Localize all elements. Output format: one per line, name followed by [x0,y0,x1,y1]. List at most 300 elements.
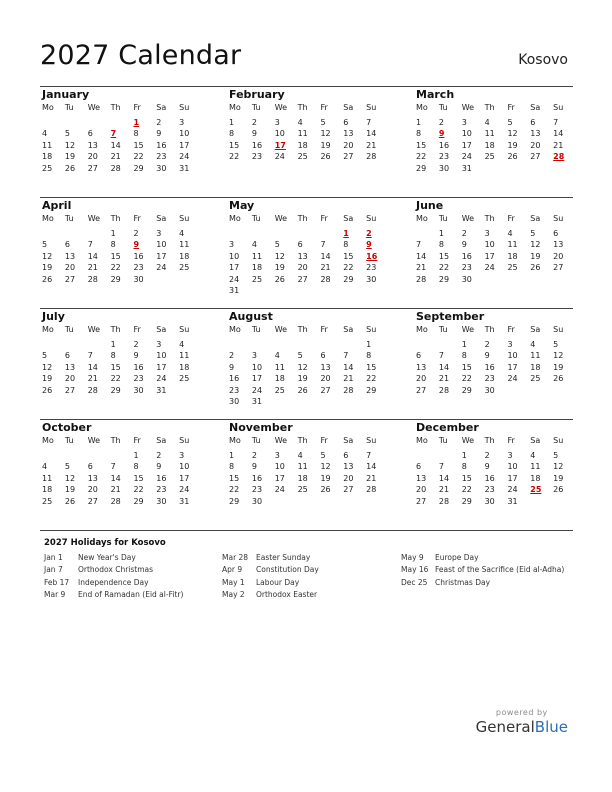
day-cell: 31 [229,286,240,296]
weekday-label: Tu [438,103,448,112]
week-row [414,128,574,139]
day-cell: 19 [297,374,308,384]
holiday-date: Mar 28 [222,553,249,562]
week-row [414,496,574,507]
weekday-label: Mo [229,325,241,334]
holiday-date: May 2 [222,589,245,599]
day-cell: 4 [274,351,280,361]
week-row [414,339,574,350]
day-cell: 14 [343,362,354,372]
week-row [414,373,574,384]
week-row [227,117,387,128]
weekday-label: Su [553,214,564,223]
holiday-item [44,552,183,564]
day-cell: 17 [229,263,240,273]
calendar-row-3 [40,308,573,419]
holiday-name: New Year's Day [78,553,136,562]
day-cell: 9 [156,462,162,472]
day-cell: 8 [461,462,467,472]
day-cell: 27 [297,274,308,284]
holiday-item [222,589,319,601]
day-cell: 19 [320,473,331,483]
month-november [227,420,387,507]
brand-general: General [475,718,535,736]
empty-cell [86,450,109,461]
empty-cell [528,496,551,507]
empty-cell [40,339,63,350]
day-cell: 24 [274,485,285,495]
day-cell: 8 [229,462,235,472]
empty-cell [483,274,506,285]
day-cell: 16 [484,473,495,483]
empty-cell [414,339,437,350]
day-cell: 5 [553,339,559,349]
weekday-label: Fr [133,103,141,112]
day-cell: 16 [251,473,263,483]
day-cell: 20 [343,473,354,483]
day-cell: 6 [530,117,536,127]
weekday-label: Fr [507,103,515,112]
weekday-label: Tu [438,436,448,445]
week-row [40,450,200,461]
holiday-item [222,552,319,564]
day-cell: 5 [297,351,303,361]
day-cell: 12 [64,140,76,150]
empty-cell [40,450,63,461]
empty-cell [177,385,200,396]
day-cell: 5 [530,228,536,238]
day-cell: 10 [507,462,518,472]
day-cell: 28 [438,496,450,506]
day-cell: 8 [229,129,235,139]
weekday-label: Sa [343,103,354,112]
weekday-label: Tu [64,325,74,334]
brand-logo [476,718,568,736]
weekday-label: Mo [42,325,54,334]
day-cell: 29 [461,385,472,395]
day-cell: 29 [229,496,240,506]
day-cell: 7 [343,351,349,361]
weekday-header [414,435,574,446]
day-cell: 20 [343,140,354,150]
day-cell: 22 [229,485,240,495]
day-cell: 7 [87,351,93,361]
day-cell: 16 [251,140,263,150]
day-cell: 17 [461,140,472,150]
day-cell: 14 [416,251,427,261]
day-cell: 4 [297,450,303,460]
day-cell: 25 [42,163,53,173]
empty-cell [528,385,551,396]
weekday-label: Th [297,436,308,445]
day-cell: 3 [156,339,162,349]
day-cell: 1 [366,339,372,349]
weekday-label: Sa [156,214,167,223]
day-cell: 24 [156,263,167,273]
holiday-name: Feast of the Sacrifice (Eid al-Adha) [435,565,565,575]
day-cell: 20 [64,374,76,384]
day-cell: 28 [416,274,427,284]
empty-cell [551,163,574,174]
holiday-day: 16 [366,251,378,261]
day-cell: 8 [133,462,139,472]
day-cell: 13 [530,129,541,139]
day-cell: 10 [179,462,190,472]
day-cell: 3 [251,351,257,361]
empty-cell [250,228,273,239]
holiday-date: May 9 [401,553,424,562]
day-cell: 17 [179,140,190,150]
weekday-label: Sa [156,103,167,112]
day-cell: 23 [484,485,495,495]
month-name: May [229,199,255,212]
day-cell: 20 [87,152,98,162]
day-cell: 20 [530,140,541,150]
day-cell: 29 [461,496,472,506]
day-cell: 7 [320,240,326,250]
day-cell: 1 [461,450,467,460]
day-cell: 24 [251,385,263,395]
weekday-header [227,435,387,446]
footer-brand[interactable] [476,708,568,736]
day-cell: 27 [343,485,354,495]
day-cell: 22 [366,374,377,384]
week-row [414,262,574,273]
day-cell: 24 [484,263,495,273]
week-row [40,484,200,495]
day-cell: 9 [251,129,257,139]
day-cell: 15 [438,251,450,261]
holiday-date: Dec 25 [401,577,428,587]
day-cell: 28 [366,152,377,162]
weekday-label: Su [553,325,564,334]
weekday-label: Mo [42,436,54,445]
day-cell: 16 [133,362,144,372]
day-cell: 14 [110,140,121,150]
day-cell: 17 [507,362,518,372]
day-cell: 23 [156,152,167,162]
empty-cell [296,339,319,350]
weekday-label: Tu [438,325,448,334]
empty-cell [318,496,341,507]
weekday-label: We [461,214,475,223]
day-cell: 21 [438,485,450,495]
day-cell: 5 [42,351,48,361]
weekday-label: Mo [229,214,241,223]
day-cell: 18 [179,362,190,372]
day-cell: 27 [530,152,541,162]
day-cell: 7 [110,462,116,472]
day-cell: 10 [507,351,518,361]
day-cell: 14 [110,473,121,483]
day-cell: 11 [507,240,518,250]
day-cell: 28 [110,163,121,173]
day-cell: 21 [366,140,377,150]
empty-cell [154,274,177,285]
holiday-day: 17 [274,140,286,150]
day-cell: 30 [461,274,472,284]
day-cell: 13 [87,473,98,483]
week-row [40,117,200,128]
week-row [414,473,574,484]
weekday-label: Tu [251,214,261,223]
day-cell: 16 [461,251,472,261]
empty-cell [364,285,387,296]
day-cell: 24 [179,152,190,162]
weekday-label: Tu [251,325,261,334]
weekday-label: Th [484,214,495,223]
day-cell: 25 [42,496,53,506]
day-cell: 22 [461,374,472,384]
week-row [227,461,387,472]
weekday-label: Su [366,325,377,334]
day-cell: 25 [274,385,285,395]
calendar-row-2 [40,197,573,308]
day-cell: 4 [484,117,490,127]
day-cell: 1 [461,339,467,349]
holiday-day: 28 [553,152,565,162]
day-cell: 16 [156,473,167,483]
holiday-item [401,577,564,589]
weekday-label: Su [179,103,190,112]
day-cell: 23 [133,263,144,273]
day-cell: 26 [42,274,53,284]
month-name: September [416,310,485,323]
week-row [414,350,574,361]
day-cell: 2 [156,450,162,460]
month-name: April [42,199,72,212]
holiday-name: Labour Day [256,577,300,587]
day-cell: 3 [179,117,185,127]
day-cell: 25 [179,374,190,384]
day-cell: 5 [274,240,280,250]
day-cell: 26 [530,263,541,273]
weekday-label: Su [179,436,190,445]
day-cell: 11 [179,240,190,250]
day-cell: 3 [484,228,490,238]
day-cell: 4 [251,240,257,250]
week-row [227,339,387,350]
day-cell: 5 [64,129,70,139]
weekday-label: Fr [320,103,328,112]
empty-cell [437,450,460,461]
day-cell: 14 [366,462,377,472]
weekday-header [40,102,200,113]
weekday-header [227,324,387,335]
day-cell: 22 [343,263,354,273]
day-cell: 20 [416,374,427,384]
day-cell: 5 [320,450,326,460]
weekday-label: Th [110,103,121,112]
day-cell: 29 [110,385,121,395]
day-cell: 23 [366,263,377,273]
day-cell: 18 [297,140,308,150]
calendar-row-4 [40,419,573,531]
holiday-item [44,564,183,576]
empty-cell [273,228,296,239]
empty-cell [318,228,341,239]
day-cell: 7 [553,117,559,127]
day-cell: 8 [438,240,444,250]
day-cell: 4 [42,129,48,139]
day-cell: 20 [416,485,427,495]
empty-cell [551,385,574,396]
day-cell: 8 [461,351,467,361]
month-march [414,87,574,174]
day-cell: 2 [229,351,235,361]
week-row [414,484,574,495]
day-cell: 11 [297,129,308,139]
day-cell: 17 [274,473,285,483]
empty-cell [414,450,437,461]
day-cell: 6 [416,351,422,361]
day-cell: 4 [179,228,185,238]
week-row [414,461,574,472]
week-row [227,484,387,495]
day-cell: 19 [274,263,285,273]
day-cell: 19 [42,263,53,273]
week-row [227,228,387,239]
holiday-date: Mar 9 [44,589,66,599]
day-cell: 10 [274,129,285,139]
holiday-date: May 16 [401,565,429,575]
weekday-label: Fr [507,325,515,334]
day-cell: 29 [366,385,377,395]
week-row [227,496,387,507]
day-cell: 23 [251,152,263,162]
day-cell: 18 [530,473,541,483]
day-cell: 25 [530,374,541,384]
day-cell: 6 [64,240,70,250]
holiday-item [44,589,183,601]
day-cell: 16 [438,140,450,150]
day-cell: 21 [343,374,354,384]
empty-cell [86,339,109,350]
weekday-label: Mo [42,214,54,223]
day-cell: 27 [343,152,354,162]
day-cell: 6 [416,462,422,472]
month-name: December [416,421,479,434]
weekday-header [40,324,200,335]
empty-cell [40,117,63,128]
weekday-label: Th [484,325,495,334]
day-cell: 14 [366,129,377,139]
day-cell: 21 [110,485,121,495]
weekday-label: Sa [343,214,354,223]
holiday-day: 9 [366,240,372,250]
day-cell: 23 [438,152,450,162]
day-cell: 20 [87,485,98,495]
empty-cell [109,450,132,461]
day-cell: 10 [179,129,190,139]
empty-cell [63,450,86,461]
day-cell: 30 [484,385,495,395]
empty-cell [177,274,200,285]
empty-cell [505,274,528,285]
weekday-header [227,213,387,224]
empty-cell [86,228,109,239]
weekday-label: Tu [251,103,261,112]
day-cell: 10 [156,351,167,361]
day-cell: 15 [229,473,240,483]
calendar-row-1 [40,86,573,197]
month-name: November [229,421,293,434]
week-row [414,151,574,162]
day-cell: 31 [251,397,263,407]
day-cell: 28 [343,385,354,395]
day-cell: 24 [156,374,167,384]
month-name: August [229,310,273,323]
day-cell: 14 [438,473,450,483]
holiday-date: Jan 7 [44,565,63,575]
day-cell: 30 [484,496,495,506]
day-cell: 2 [156,117,162,127]
day-cell: 24 [507,485,518,495]
day-cell: 13 [64,362,76,372]
day-cell: 5 [507,117,513,127]
empty-cell [483,163,506,174]
week-row [40,228,200,239]
day-cell: 2 [251,117,257,127]
day-cell: 9 [484,462,490,472]
week-row [414,450,574,461]
day-cell: 14 [87,362,98,372]
day-cell: 18 [507,251,518,261]
holiday-day: 2 [366,228,372,238]
day-cell: 15 [229,140,240,150]
weekday-label: Th [110,214,121,223]
day-cell: 31 [179,496,190,506]
day-cell: 13 [297,251,308,261]
weekday-label: Tu [438,214,448,223]
week-row [414,140,574,151]
week-row [227,473,387,484]
day-cell: 21 [87,263,98,273]
day-cell: 10 [251,362,263,372]
month-august [227,309,387,408]
day-cell: 14 [438,362,450,372]
weekday-label: Sa [530,214,541,223]
day-cell: 16 [133,251,144,261]
holiday-item [401,552,564,564]
weekday-label: Fr [133,436,141,445]
day-cell: 7 [366,117,372,127]
empty-cell [296,396,319,407]
weekday-label: We [87,436,101,445]
day-cell: 31 [156,385,167,395]
day-cell: 13 [343,462,354,472]
day-cell: 31 [461,163,472,173]
day-cell: 4 [507,228,513,238]
day-cell: 7 [438,462,444,472]
holiday-name: End of Ramadan (Eid al-Fitr) [78,589,184,599]
brand-blue: Blue [534,718,568,736]
week-row [40,385,200,396]
day-cell: 25 [251,274,263,284]
month-name: January [42,88,90,101]
day-cell: 17 [156,362,167,372]
weekday-label: Su [553,103,564,112]
weekday-label: Tu [64,214,74,223]
day-cell: 21 [110,152,121,162]
day-cell: 2 [461,228,467,238]
week-row [414,239,574,250]
week-row [414,163,574,174]
weekday-label: Sa [156,325,167,334]
day-cell: 11 [179,351,190,361]
day-cell: 28 [366,485,377,495]
weekday-label: Fr [133,325,141,334]
